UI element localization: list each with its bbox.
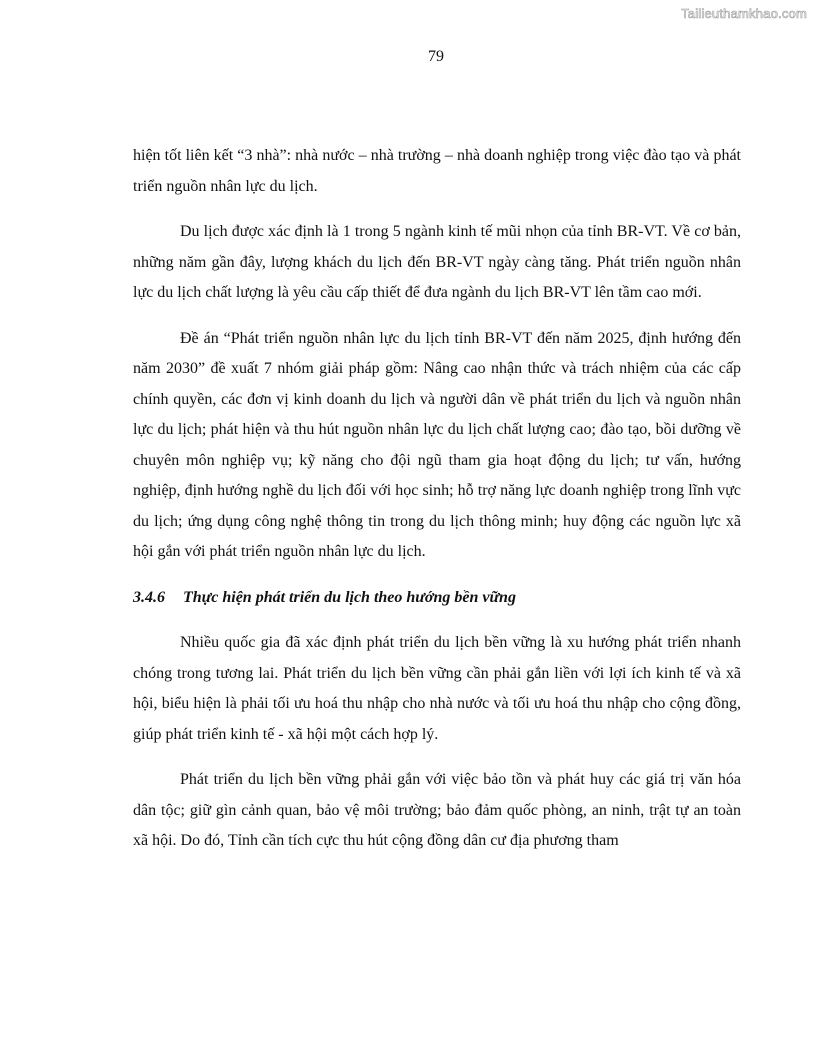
paragraph-cultural-preservation: Phát triển du lịch bền vững phải gắn với việc bảo tồn và phát huy các giá trị văn hóa dân tộc; giữ gìn cảnh quan, bảo vệ môi trường; bảo đảm quốc phòng, an ninh, trật tự an toàn xã hội. Do đó, Tỉnh cần tích cực thu hút cộng đồng dân cư địa phương tham	[133, 771, 741, 849]
section-number: 3.4.6	[133, 588, 165, 606]
section-title: Thực hiện phát triển du lịch theo hướng bền vững	[183, 588, 516, 606]
paragraph-tourism-key-sector: Du lịch được xác định là 1 trong 5 ngành kinh tế mũi nhọn của tỉnh BR-VT. Về cơ bản, những năm gần đây, lượng khách du lịch đến BR-VT ngày càng tăng. Phát triển nguồn nhân lực du lịch chất lượng là yêu cầu cấp thiết để đưa ngành du lịch BR-VT lên tầm cao mới.	[133, 223, 741, 301]
paragraph-project-solutions: Đề án “Phát triển nguồn nhân lực du lịch tỉnh BR-VT đến năm 2025, định hướng đến năm 2030” đề xuất 7 nhóm giải pháp gồm: Nâng cao nhận thức và trách nhiệm của các cấp chính quyền, các đơn vị kinh doanh du lịch và người dân về phát triển du lịch và nguồn nhân lực du lịch; phát hiện và thu hút nguồn nhân lực du lịch chất lượng cao; đào tạo, bồi dưỡng về chuyên môn nghiệp vụ; kỹ năng cho đội ngũ tham gia hoạt động du lịch; tư vấn, hướng nghiệp, định hướng nghề du lịch đối với học sinh; hỗ trợ năng lực doanh nghiệp trong lĩnh vực du lịch; ứng dụng công nghệ thông tin trong du lịch thông minh; huy động các nguồn lực xã hội gắn với phát triển nguồn nhân lực du lịch.	[133, 329, 741, 560]
document-body	[133, 141, 741, 872]
paragraph-sustainable-trend: Nhiều quốc gia đã xác định phát triển du lịch bền vững là xu hướng phát triển nhanh chóng trong tương lai. Phát triển du lịch bền vững cần phải gắn liền với lợi ích kinh tế và xã hội, biểu hiện là phải tối ưu hoá thu nhập cho nhà nước và tối ưu hoá thu nhập cho cộng đồng, giúp phát triển kinh tế - xã hội một cách hợp lý.	[133, 634, 741, 743]
paragraph-continuation: hiện tốt liên kết “3 nhà”: nhà nước – nhà trường – nhà doanh nghiệp trong việc đào tạo và phát triển nguồn nhân lực du lịch.	[133, 147, 741, 195]
section-heading	[133, 583, 741, 614]
page-number: 79	[428, 48, 444, 65]
watermark-text: Tailieuthamkhao.com	[681, 6, 807, 21]
